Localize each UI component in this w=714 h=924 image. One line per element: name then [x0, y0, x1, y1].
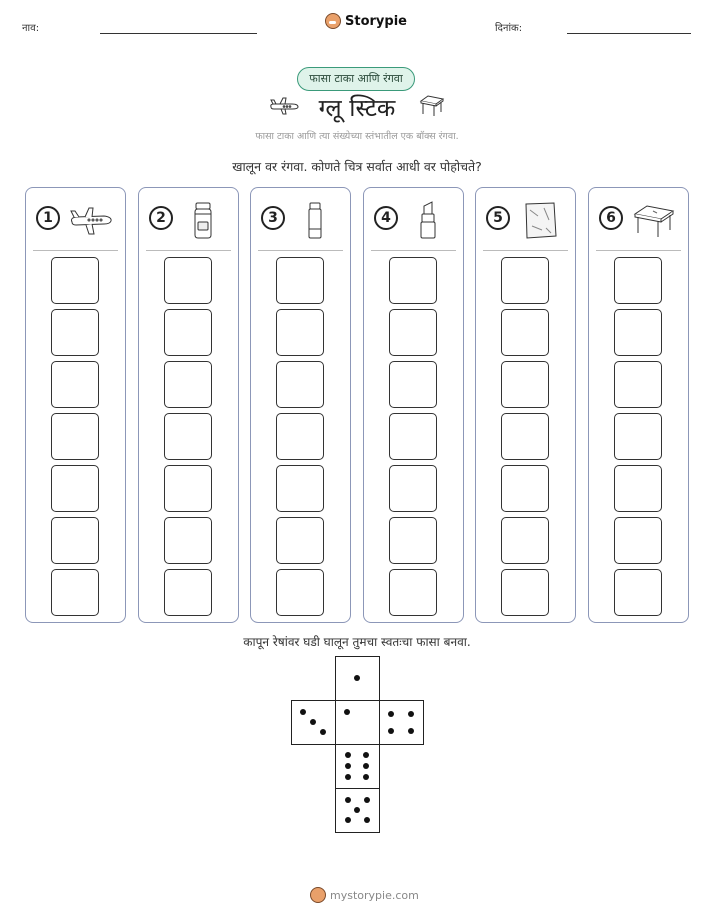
dice-instruction: कापून रेषांवर घडी घालून तुमचा स्वतःचा फासा बनवा. — [243, 635, 471, 649]
airplane-icon — [268, 96, 300, 116]
pip — [363, 752, 369, 758]
color-box[interactable] — [389, 309, 437, 356]
pip — [364, 817, 370, 823]
color-box[interactable] — [51, 361, 99, 408]
color-box[interactable] — [389, 465, 437, 512]
column-2 — [138, 187, 239, 623]
die-face-3 — [291, 700, 336, 745]
plastic-bag-icon — [518, 200, 564, 240]
pip — [363, 774, 369, 780]
airplane-icon — [68, 200, 114, 240]
pip — [320, 729, 326, 735]
color-box[interactable] — [51, 569, 99, 616]
color-box[interactable] — [614, 517, 662, 564]
die-face-1 — [335, 700, 380, 745]
color-box[interactable] — [501, 413, 549, 460]
color-box[interactable] — [614, 413, 662, 460]
color-box[interactable] — [164, 309, 212, 356]
column-4 — [363, 187, 464, 623]
color-box[interactable] — [276, 309, 324, 356]
color-box[interactable] — [389, 257, 437, 304]
color-box[interactable] — [164, 465, 212, 512]
table-icon — [631, 200, 677, 240]
color-box[interactable] — [501, 309, 549, 356]
color-box[interactable] — [276, 465, 324, 512]
footer — [310, 887, 419, 903]
column-number: 1 — [36, 206, 60, 230]
column-number: 3 — [261, 206, 285, 230]
pip — [345, 817, 351, 823]
date-line[interactable] — [567, 33, 691, 34]
column-divider — [596, 250, 681, 251]
color-box[interactable] — [51, 517, 99, 564]
color-box[interactable] — [389, 413, 437, 460]
brand-name: Storypie — [345, 13, 407, 29]
die-face-5 — [335, 788, 380, 833]
color-box[interactable] — [276, 517, 324, 564]
pip — [345, 797, 351, 803]
column-divider — [33, 250, 118, 251]
die-face-4 — [379, 700, 424, 745]
column-divider — [258, 250, 343, 251]
column-number: 5 — [486, 206, 510, 230]
color-box[interactable] — [501, 361, 549, 408]
name-line[interactable] — [100, 33, 257, 34]
color-box[interactable] — [389, 517, 437, 564]
pip — [345, 752, 351, 758]
color-box[interactable] — [164, 413, 212, 460]
pip — [388, 728, 394, 734]
color-box[interactable] — [614, 465, 662, 512]
pip — [300, 709, 306, 715]
color-box[interactable] — [51, 257, 99, 304]
color-box[interactable] — [614, 569, 662, 616]
pip — [310, 719, 316, 725]
pip — [388, 711, 394, 717]
die-face-1 — [335, 656, 380, 701]
pip — [363, 763, 369, 769]
activity-badge: फासा टाका आणि रंगवा — [297, 67, 415, 91]
column-number: 2 — [149, 206, 173, 230]
color-box[interactable] — [164, 517, 212, 564]
color-box[interactable] — [276, 257, 324, 304]
name-label: नाव: — [22, 23, 40, 34]
column-6 — [588, 187, 689, 623]
pip — [344, 709, 350, 715]
jar-icon — [181, 200, 227, 240]
color-box[interactable] — [614, 309, 662, 356]
color-box[interactable] — [501, 465, 549, 512]
worksheet-title: ग्लू स्टिक — [318, 94, 396, 122]
pip — [408, 728, 414, 734]
footer-url[interactable]: mystorypie.com — [330, 888, 419, 902]
worksheet-instruction: खालून वर रंगवा. कोणते चित्र सर्वात आधी वर पोहोचते? — [232, 159, 482, 174]
pip — [345, 774, 351, 780]
color-box[interactable] — [389, 361, 437, 408]
column-divider — [483, 250, 568, 251]
die-face-6 — [335, 744, 380, 789]
column-number: 6 — [599, 206, 623, 230]
color-box[interactable] — [501, 517, 549, 564]
color-box[interactable] — [389, 569, 437, 616]
color-box[interactable] — [51, 309, 99, 356]
pip — [408, 711, 414, 717]
color-box[interactable] — [614, 257, 662, 304]
color-box[interactable] — [276, 413, 324, 460]
pip — [354, 675, 360, 681]
color-box[interactable] — [501, 257, 549, 304]
color-box[interactable] — [276, 361, 324, 408]
color-box[interactable] — [164, 257, 212, 304]
pip — [345, 763, 351, 769]
color-box[interactable] — [614, 361, 662, 408]
color-box[interactable] — [164, 569, 212, 616]
color-box[interactable] — [51, 465, 99, 512]
column-divider — [371, 250, 456, 251]
color-box[interactable] — [501, 569, 549, 616]
column-1 — [25, 187, 126, 623]
table-icon — [419, 94, 445, 118]
column-divider — [146, 250, 231, 251]
column-3 — [250, 187, 351, 623]
lipstick-icon — [406, 200, 452, 240]
color-box[interactable] — [51, 413, 99, 460]
color-box[interactable] — [164, 361, 212, 408]
color-box[interactable] — [276, 569, 324, 616]
storypie-logo-icon — [325, 13, 341, 29]
storypie-logo-icon — [310, 887, 326, 903]
column-number: 4 — [374, 206, 398, 230]
glue-stick-icon — [293, 200, 339, 240]
column-5 — [475, 187, 576, 623]
pip — [364, 797, 370, 803]
date-label: दिनांक: — [495, 23, 523, 34]
worksheet-subtitle: फासा टाका आणि त्या संख्येच्या स्तंभातील एक बॉक्स रंगवा. — [255, 131, 459, 142]
pip — [354, 807, 360, 813]
brand-logo — [325, 13, 407, 29]
